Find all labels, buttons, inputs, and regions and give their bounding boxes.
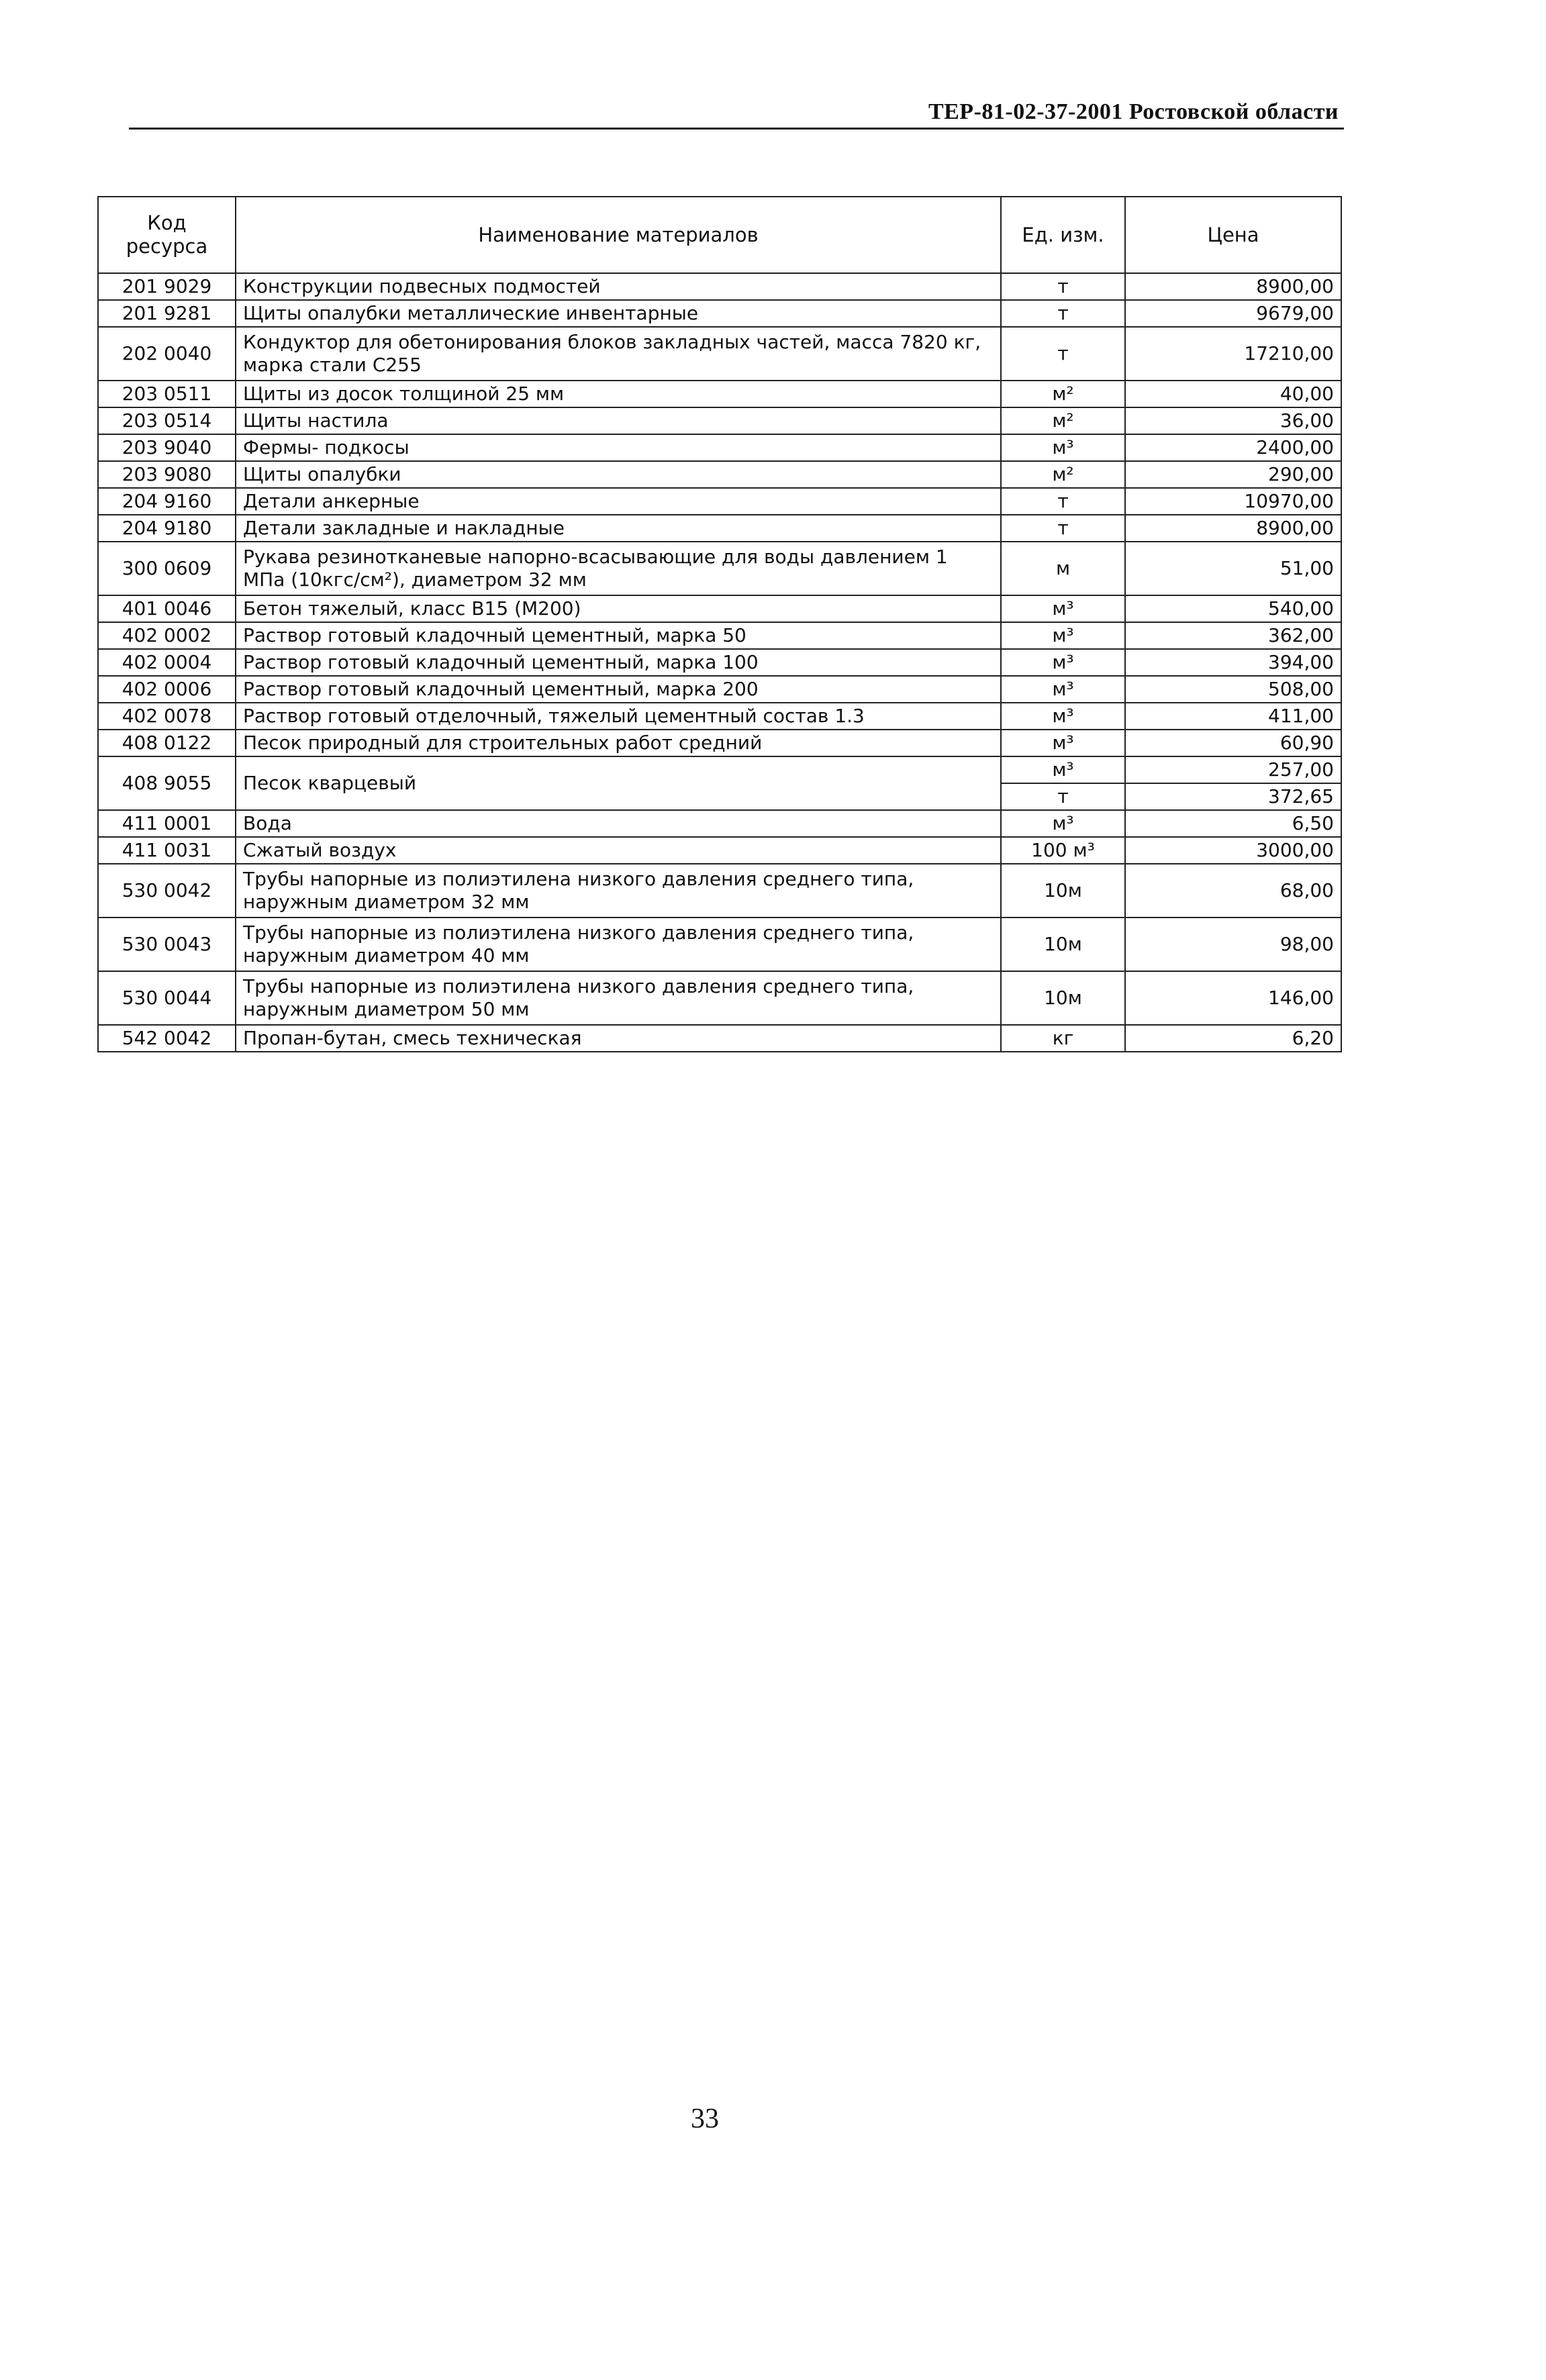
resource-code: 402 0004 bbox=[98, 649, 236, 676]
resource-code: 402 0006 bbox=[98, 676, 236, 703]
price: 98,00 bbox=[1125, 918, 1341, 971]
resource-code: 530 0043 bbox=[98, 918, 236, 971]
resource-code: 201 9029 bbox=[98, 273, 236, 300]
resource-code: 203 9040 bbox=[98, 434, 236, 461]
price: 36,00 bbox=[1125, 407, 1341, 434]
unit: м³ bbox=[1001, 595, 1125, 622]
unit: м² bbox=[1001, 407, 1125, 434]
resource-code: 203 0514 bbox=[98, 407, 236, 434]
unit: 100 м³ bbox=[1001, 837, 1125, 864]
material-name: Сжатый воздух bbox=[236, 837, 1001, 864]
resource-code: 203 0511 bbox=[98, 381, 236, 407]
material-name: Детали анкерные bbox=[236, 488, 1001, 515]
material-name: Раствор готовый кладочный цементный, марка 50 bbox=[236, 622, 1001, 649]
unit: т bbox=[1001, 273, 1125, 300]
price: 3000,00 bbox=[1125, 837, 1341, 864]
unit: м³ bbox=[1001, 434, 1125, 461]
unit: 10м bbox=[1001, 864, 1125, 918]
material-name: Щиты из досок толщиной 25 мм bbox=[236, 381, 1001, 407]
material-name: Щиты опалубки bbox=[236, 461, 1001, 488]
material-name: Щиты опалубки металлические инвентарные bbox=[236, 300, 1001, 327]
unit: м³ bbox=[1001, 756, 1125, 783]
price: 508,00 bbox=[1125, 676, 1341, 703]
material-name: Щиты настила bbox=[236, 407, 1001, 434]
resource-code: 402 0002 bbox=[98, 622, 236, 649]
price: 6,50 bbox=[1125, 810, 1341, 837]
material-name: Фермы- подкосы bbox=[236, 434, 1001, 461]
material-name: Конструкции подвесных подмостей bbox=[236, 273, 1001, 300]
page-number: 33 bbox=[691, 2103, 719, 2134]
unit: 10м bbox=[1001, 918, 1125, 971]
table-row bbox=[98, 810, 1341, 837]
resource-code: 411 0001 bbox=[98, 810, 236, 837]
price: 372,65 bbox=[1125, 783, 1341, 810]
price: 60,90 bbox=[1125, 730, 1341, 756]
table-row bbox=[98, 300, 1341, 327]
material-name: Трубы напорные из полиэтилена низкого давления среднего типа, наружным диаметром 32 мм bbox=[236, 864, 1001, 918]
price: 51,00 bbox=[1125, 542, 1341, 595]
price: 8900,00 bbox=[1125, 273, 1341, 300]
unit: м³ bbox=[1001, 649, 1125, 676]
resource-code: 401 0046 bbox=[98, 595, 236, 622]
unit: м³ bbox=[1001, 676, 1125, 703]
unit: м² bbox=[1001, 461, 1125, 488]
table-body bbox=[98, 273, 1341, 1052]
resource-code: 201 9281 bbox=[98, 300, 236, 327]
unit: 10м bbox=[1001, 971, 1125, 1025]
resource-code: 202 0040 bbox=[98, 327, 236, 381]
resource-code: 402 0078 bbox=[98, 703, 236, 730]
resource-code: 204 9160 bbox=[98, 488, 236, 515]
table-row bbox=[98, 381, 1341, 407]
price: 146,00 bbox=[1125, 971, 1341, 1025]
material-name: Раствор готовый кладочный цементный, марка 200 bbox=[236, 676, 1001, 703]
price: 257,00 bbox=[1125, 756, 1341, 783]
resource-code: 408 0122 bbox=[98, 730, 236, 756]
unit: т bbox=[1001, 488, 1125, 515]
table-row bbox=[98, 434, 1341, 461]
table-row bbox=[98, 327, 1341, 381]
resource-code: 530 0044 bbox=[98, 971, 236, 1025]
unit: м bbox=[1001, 542, 1125, 595]
price: 290,00 bbox=[1125, 461, 1341, 488]
material-name: Песок природный для строительных работ средний bbox=[236, 730, 1001, 756]
table-row bbox=[98, 918, 1341, 971]
table-row bbox=[98, 756, 1341, 783]
material-name: Раствор готовый отделочный, тяжелый цементный состав 1.3 bbox=[236, 703, 1001, 730]
column-header-code: Код ресурса bbox=[98, 197, 236, 273]
price: 8900,00 bbox=[1125, 515, 1341, 542]
price: 10970,00 bbox=[1125, 488, 1341, 515]
resource-code: 542 0042 bbox=[98, 1025, 236, 1052]
table-header-row bbox=[98, 197, 1341, 273]
material-name: Раствор готовый кладочный цементный, марка 100 bbox=[236, 649, 1001, 676]
price: 362,00 bbox=[1125, 622, 1341, 649]
table-row bbox=[98, 622, 1341, 649]
price: 17210,00 bbox=[1125, 327, 1341, 381]
price: 40,00 bbox=[1125, 381, 1341, 407]
resource-code: 204 9180 bbox=[98, 515, 236, 542]
unit: т bbox=[1001, 783, 1125, 810]
table-row bbox=[98, 703, 1341, 730]
table-row bbox=[98, 864, 1341, 918]
table-row bbox=[98, 488, 1341, 515]
page-header bbox=[129, 101, 1344, 130]
material-name: Песок кварцевый bbox=[236, 756, 1001, 810]
table-row bbox=[98, 273, 1341, 300]
price: 68,00 bbox=[1125, 864, 1341, 918]
price: 394,00 bbox=[1125, 649, 1341, 676]
table-row bbox=[98, 407, 1341, 434]
unit: м³ bbox=[1001, 810, 1125, 837]
material-name: Пропан-бутан, смесь техническая bbox=[236, 1025, 1001, 1052]
resource-code: 408 9055 bbox=[98, 756, 236, 810]
price: 6,20 bbox=[1125, 1025, 1341, 1052]
material-name: Трубы напорные из полиэтилена низкого давления среднего типа, наружным диаметром 40 мм bbox=[236, 918, 1001, 971]
unit: м² bbox=[1001, 381, 1125, 407]
price: 2400,00 bbox=[1125, 434, 1341, 461]
materials-table bbox=[97, 196, 1342, 1052]
table-row bbox=[98, 461, 1341, 488]
table-row bbox=[98, 595, 1341, 622]
table-row bbox=[98, 649, 1341, 676]
unit: м³ bbox=[1001, 730, 1125, 756]
unit: т bbox=[1001, 327, 1125, 381]
table-row bbox=[98, 676, 1341, 703]
unit: т bbox=[1001, 300, 1125, 327]
unit: кг bbox=[1001, 1025, 1125, 1052]
unit: м³ bbox=[1001, 622, 1125, 649]
document-title: ТЕР-81-02-37-2001 Ростовской области bbox=[928, 99, 1339, 124]
material-name: Вода bbox=[236, 810, 1001, 837]
resource-code: 300 0609 bbox=[98, 542, 236, 595]
table-row bbox=[98, 515, 1341, 542]
material-name: Бетон тяжелый, класс В15 (М200) bbox=[236, 595, 1001, 622]
resource-code: 203 9080 bbox=[98, 461, 236, 488]
resource-code: 530 0042 bbox=[98, 864, 236, 918]
price: 411,00 bbox=[1125, 703, 1341, 730]
column-header-unit: Ед. изм. bbox=[1001, 197, 1125, 273]
column-header-price: Цена bbox=[1125, 197, 1341, 273]
price: 9679,00 bbox=[1125, 300, 1341, 327]
unit: т bbox=[1001, 515, 1125, 542]
table-row bbox=[98, 837, 1341, 864]
table-row bbox=[98, 971, 1341, 1025]
table-row bbox=[98, 1025, 1341, 1052]
material-name: Детали закладные и накладные bbox=[236, 515, 1001, 542]
unit: м³ bbox=[1001, 703, 1125, 730]
price: 540,00 bbox=[1125, 595, 1341, 622]
material-name: Рукава резинотканевые напорно-всасывающие для воды давлением 1 МПа (10кгс/см²), диаметром 32 мм bbox=[236, 542, 1001, 595]
material-name: Трубы напорные из полиэтилена низкого давления среднего типа, наружным диаметром 50 мм bbox=[236, 971, 1001, 1025]
material-name: Кондуктор для обетонирования блоков закладных частей, масса 7820 кг, марка стали С255 bbox=[236, 327, 1001, 381]
resource-code: 411 0031 bbox=[98, 837, 236, 864]
column-header-name: Наименование материалов bbox=[236, 197, 1001, 273]
table-row bbox=[98, 730, 1341, 756]
table-row bbox=[98, 542, 1341, 595]
